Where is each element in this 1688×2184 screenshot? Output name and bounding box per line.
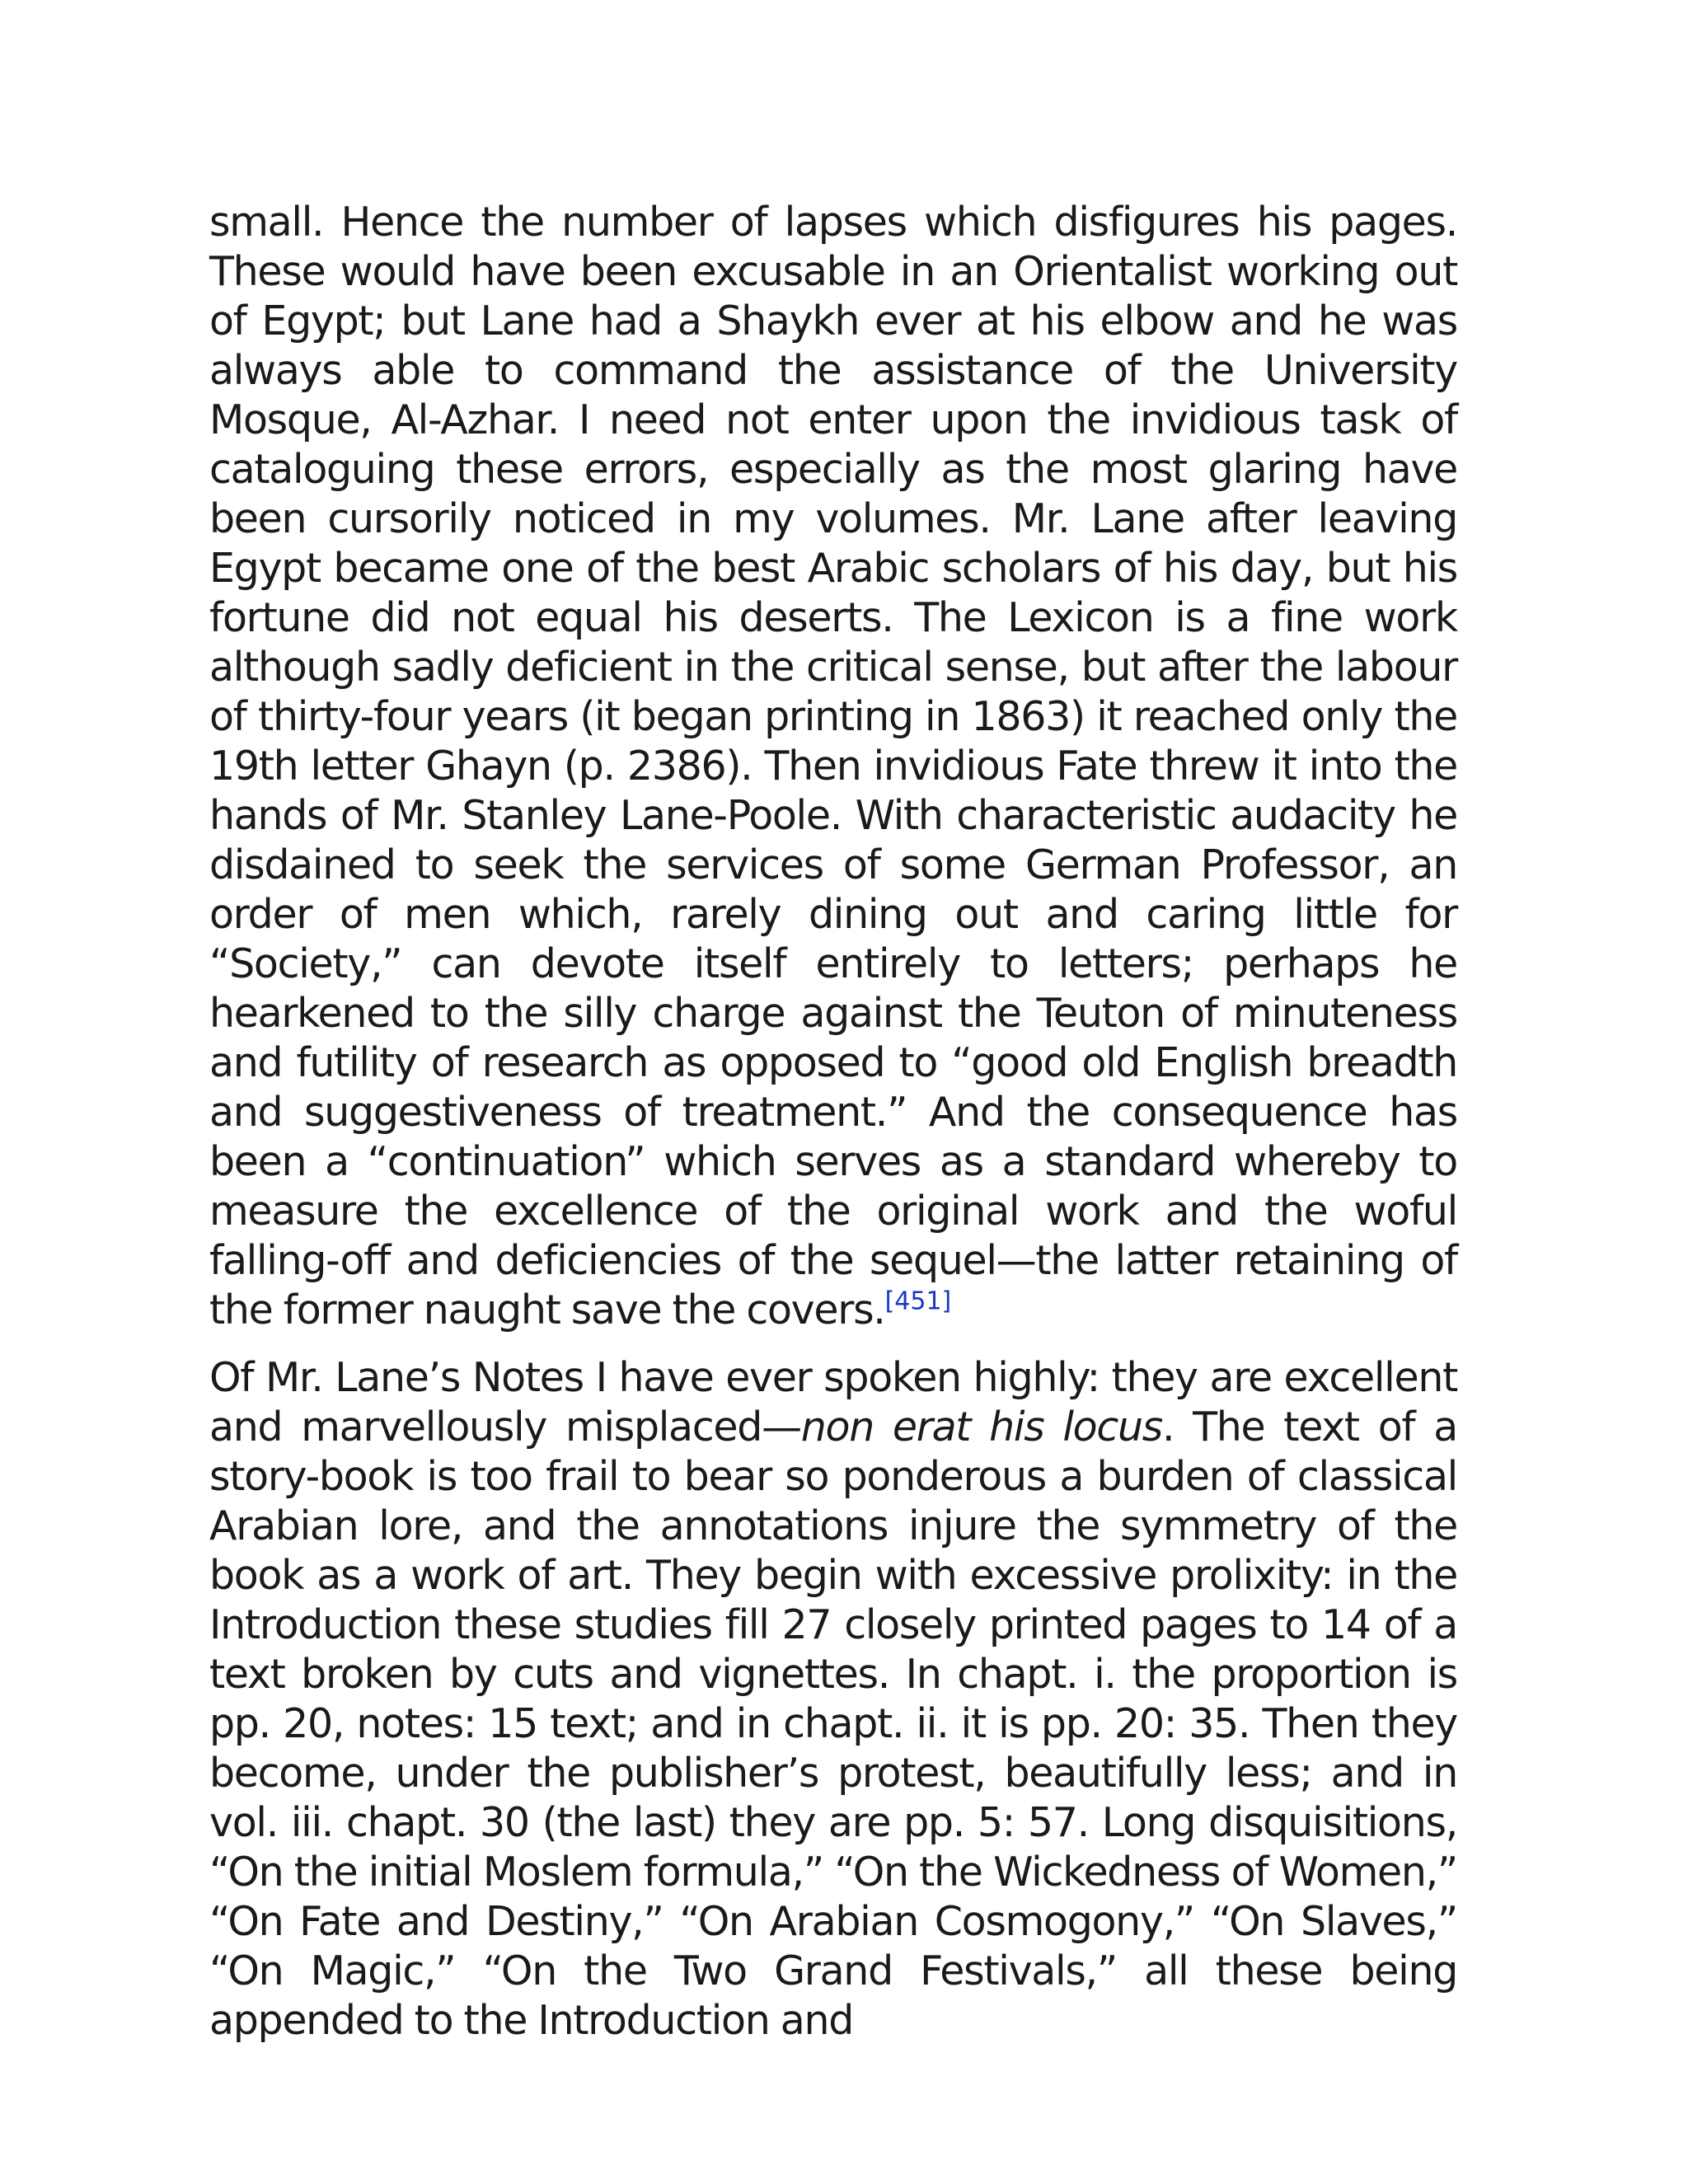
paragraph-1: [209, 198, 1457, 1335]
paragraph-2-text-end: . The text of a story-book is too frail to bear so ponderous a burden of classical Arabian lore, and the annotations injure the symmetry of the book as a work of art. They begin with excessive prolixity: in the Introduction these studies fill 27 closely printed pages to 14 of a text broken by cuts and vignettes. In chapt. i. the proportion is pp. 20, notes: 15 text; and in chapt. ii. it is pp. 20: 35. Then they become, under the publisher’s protest, beautifully less; and in vol. iii. chapt. 30 (the last) they are pp. 5: 57. Long disquisitions, “On the initial Moslem formula,” “On the Wickedness of Women,” “On Fate and Destiny,” “On Arabian Cosmogony,” “On Slaves,” “On Magic,” “On the Two Grand Festivals,” all these being appended to the Introduction and: [209, 1404, 1458, 2044]
page-body: [209, 198, 1457, 2064]
paragraph-2: [209, 1353, 1457, 2046]
paragraph-1-text: small. Hence the number of lapses which disfigures his pages. These would have been excusable in an Orientalist working out of Egypt; but Lane had a Shaykh ever at his elbow and he was always able to command the assistance of the University Mosque, Al-Azhar. I need not enter upon the invidious task of cataloguing these errors, especially as the most glaring have been cursorily noticed in my volumes. Mr. Lane after leaving Egypt became one of the best Arabic scholars of his day, but his fortune did not equal his deserts. The Lexicon is a fine work although sadly deficient in the critical sense, but after the labour of thirty-four years (it began printing in 1863) it reached only the 19th letter Ghayn (p. 2386). Then invidious Fate threw it into the hands of Mr. Stanley Lane-Poole. With characteristic audacity he disdained to seek the services of some German Professor, an order of men which, rarely dining out and caring little for “Society,” can devote itself entirely to letters; perhaps he hearkened to the silly charge against the Teuton of minuteness and futility of research as opposed to “good old English breadth and suggestiveness of treatment.” And the consequence has been a “continuation” which serves as a standard whereby to measure the excellence of the original work and the woful falling-off and deficiencies of the sequel—the latter retaining of the former naught save the covers.: [209, 199, 1457, 1333]
latin-phrase: non erat his locus: [800, 1404, 1162, 1451]
footnote-link-451[interactable]: [451]: [884, 1286, 952, 1316]
paragraph-2-text-start: Of Mr. Lane’s Notes I have ever spoken highly: they are excellent and marvellously misplaced—: [209, 1354, 1457, 1451]
